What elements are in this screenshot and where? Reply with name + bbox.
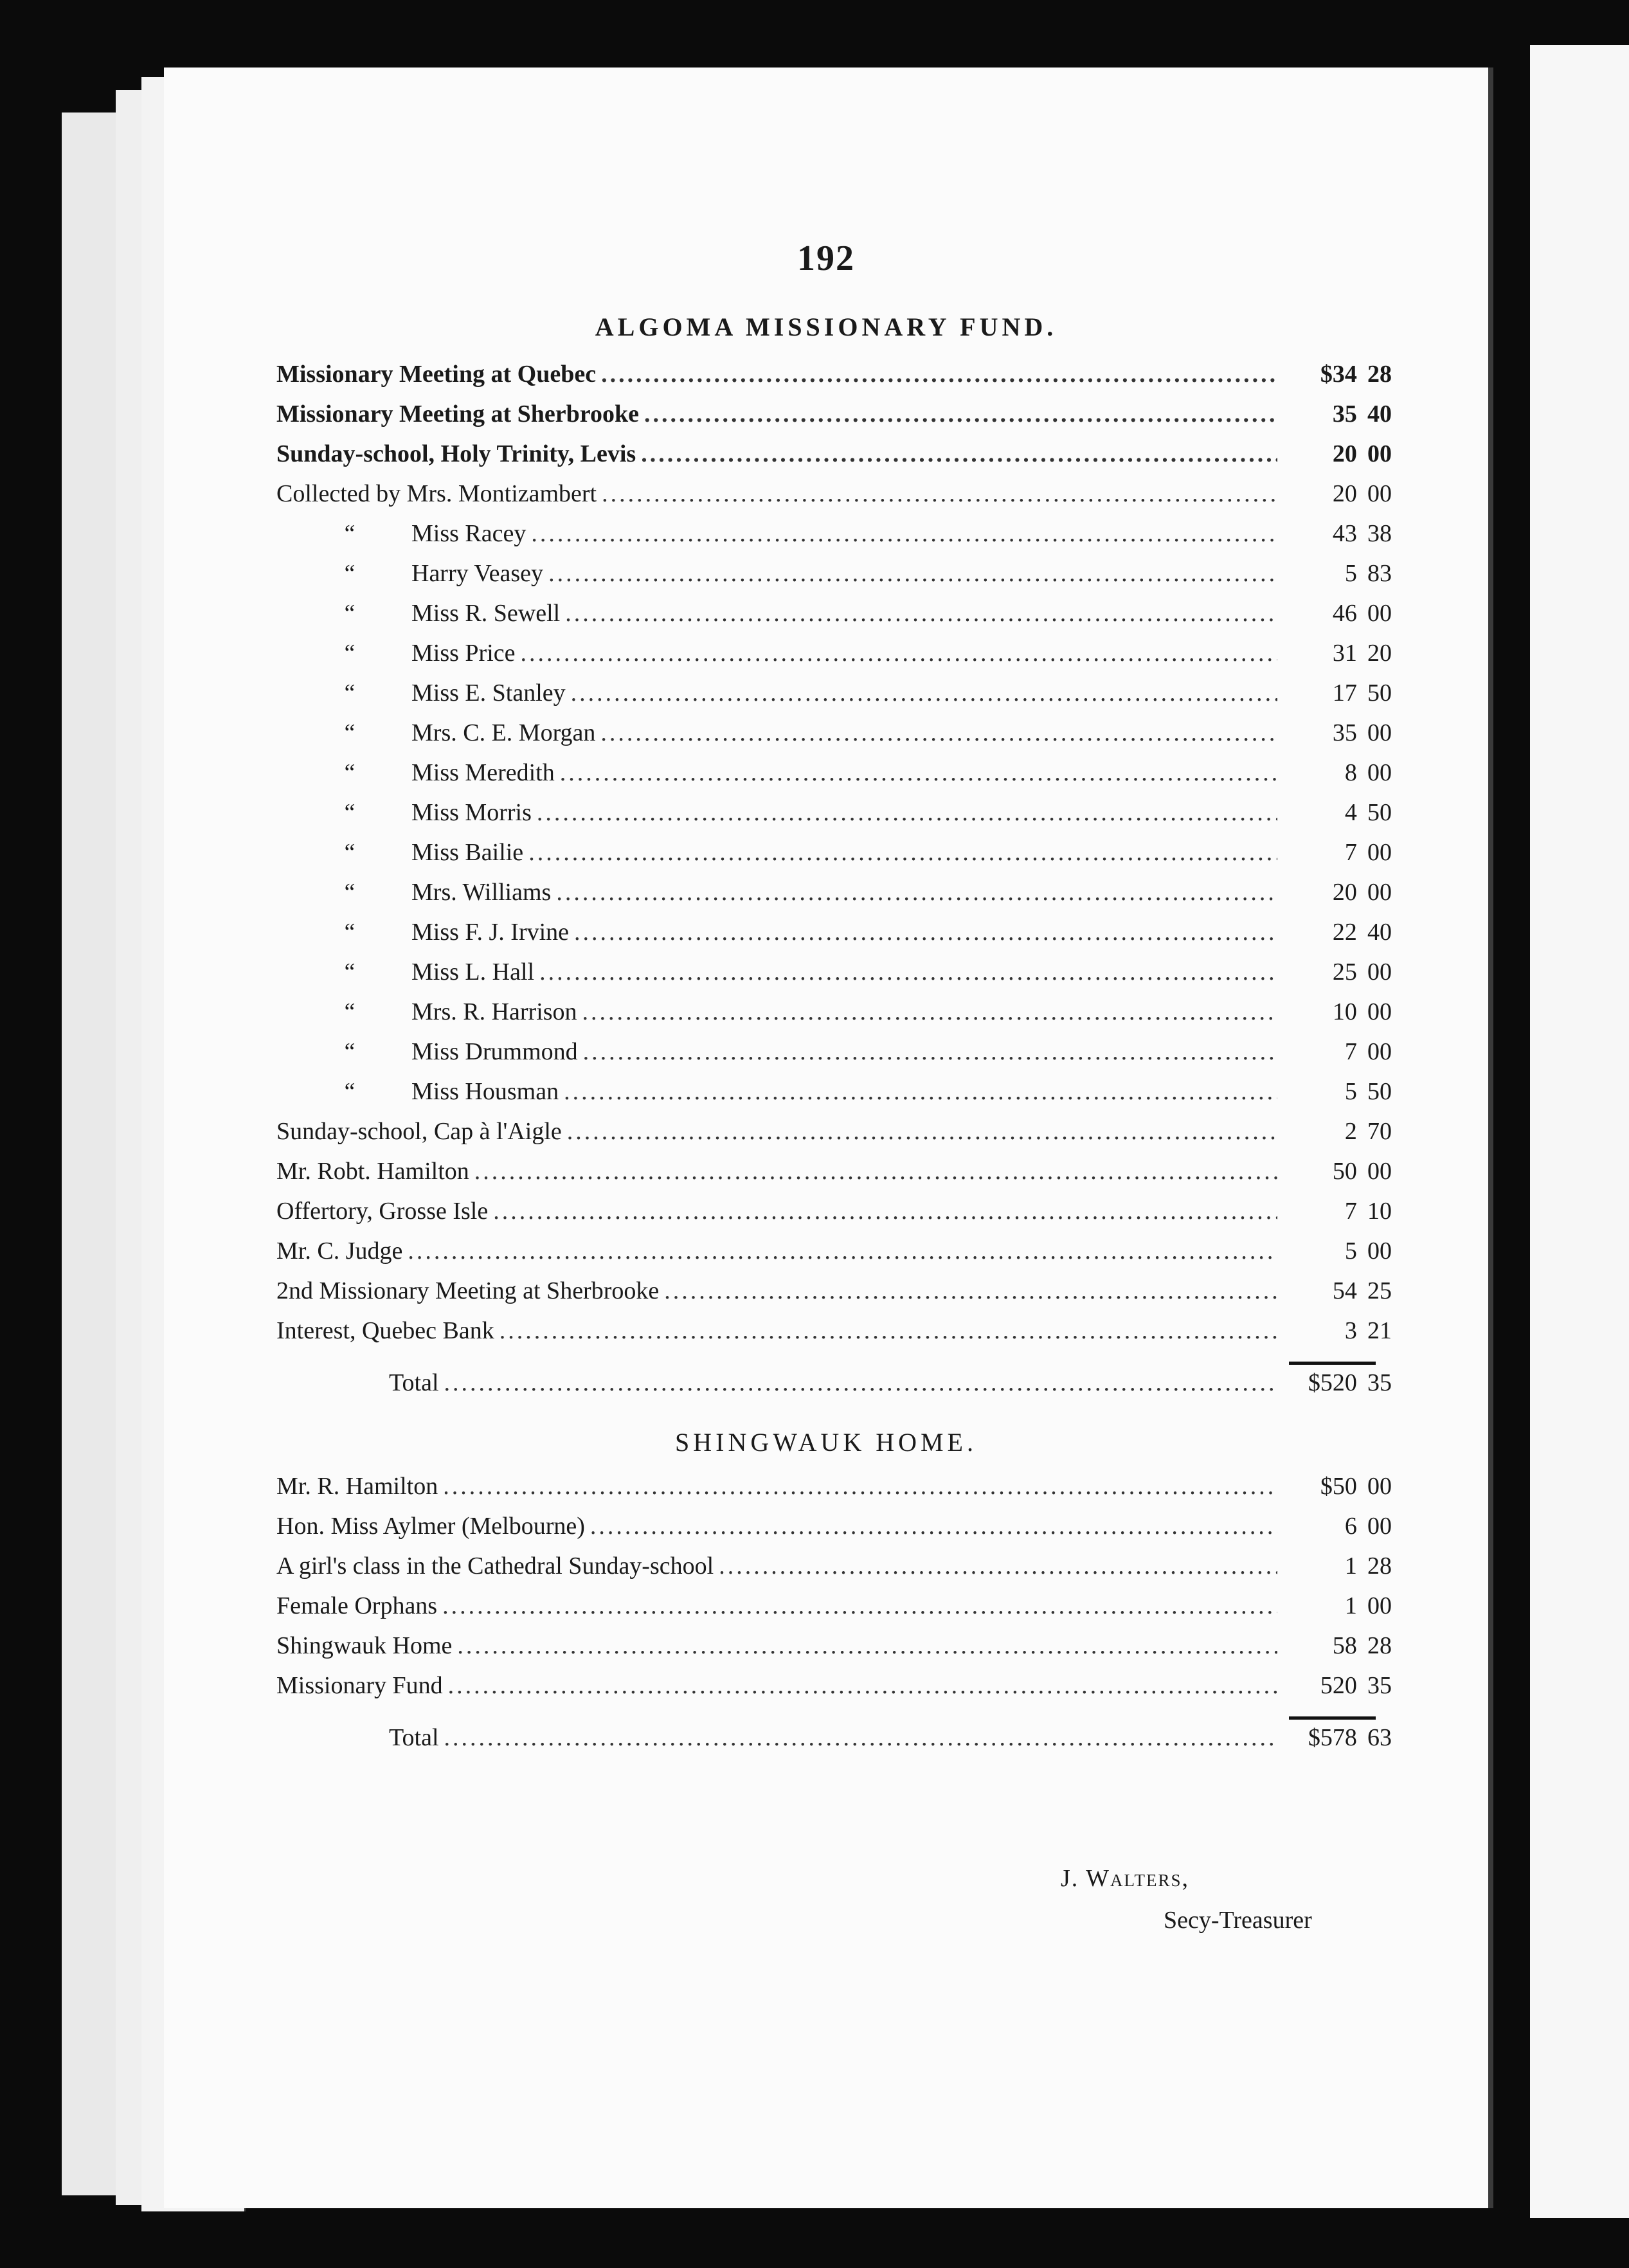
entry-label: Miss E. Stanley <box>411 680 566 706</box>
ledger-algoma <box>276 360 1392 1408</box>
entry-label: Sunday-school, Cap à l'Aigle <box>276 1118 562 1145</box>
amount-dollars: 31 <box>1332 640 1357 667</box>
ledger-row <box>276 918 1392 958</box>
dot-leader <box>560 759 1277 787</box>
amount-cents: 28 <box>1367 1632 1392 1659</box>
ledger-row <box>276 878 1392 918</box>
entry-label: Miss Bailie <box>411 839 524 866</box>
ledger-row <box>276 1671 1392 1711</box>
entry-label: Collected by Mrs. Montizambert <box>276 480 597 507</box>
amount-dollars: 6 <box>1344 1513 1357 1540</box>
ledger-row <box>276 440 1392 480</box>
entry-label: Miss R. Sewell <box>411 600 561 627</box>
entry-amount <box>1282 679 1392 707</box>
amount-cents: 40 <box>1367 919 1392 946</box>
dot-leader <box>719 1552 1277 1580</box>
ledger-row <box>276 1632 1392 1671</box>
ledger-shingwauk <box>276 1472 1392 1763</box>
amount-dollars: 3 <box>1344 1317 1357 1344</box>
amount-cents: 00 <box>1367 1238 1392 1264</box>
amount-dollars: 20 <box>1332 879 1357 906</box>
entry-amount <box>1282 1038 1392 1066</box>
ditto-mark: “ <box>341 600 356 627</box>
dot-leader <box>474 1157 1277 1185</box>
amount-dollars: 46 <box>1332 600 1357 627</box>
amount-dollars: 4 <box>1344 799 1357 826</box>
amount-cents: 50 <box>1367 680 1392 706</box>
dot-leader <box>493 1197 1277 1225</box>
entry-amount <box>1282 1592 1392 1620</box>
amount-cents: 63 <box>1367 1724 1392 1751</box>
dot-leader <box>528 838 1277 867</box>
total-label: Total <box>389 1724 439 1751</box>
entry-label: Shingwauk Home <box>276 1632 453 1659</box>
dot-leader <box>408 1237 1277 1265</box>
amount-dollars: 20 <box>1332 440 1357 467</box>
amount-cents: 00 <box>1367 759 1392 786</box>
amount-cents: 00 <box>1367 879 1392 906</box>
total-amount <box>1282 1724 1392 1752</box>
entry-label: A girl's class in the Cathedral Sunday-school <box>276 1553 714 1580</box>
entry-label: Miss Drummond <box>411 1038 578 1065</box>
ditto-mark: “ <box>341 560 356 587</box>
amount-cents: 28 <box>1367 1553 1392 1580</box>
ditto-mark: “ <box>341 520 356 547</box>
amount-dollars: 520 <box>1320 1672 1357 1699</box>
entry-amount <box>1282 1472 1392 1500</box>
entry-label: Female Orphans <box>276 1592 438 1619</box>
dot-leader <box>448 1671 1277 1700</box>
dot-leader <box>582 998 1277 1026</box>
amount-cents: 00 <box>1367 600 1392 627</box>
amount-cents: 00 <box>1367 440 1392 467</box>
entry-label: Mrs. Williams <box>411 879 552 906</box>
dot-leader <box>601 360 1277 388</box>
amount-cents: 00 <box>1367 1158 1392 1185</box>
dot-leader <box>531 519 1277 548</box>
dot-leader <box>556 878 1277 906</box>
ledger-row <box>276 639 1392 679</box>
entry-label: Mrs. R. Harrison <box>411 998 577 1025</box>
entry-amount <box>1282 519 1392 548</box>
ledger-row <box>276 1472 1392 1512</box>
entry-amount <box>1282 958 1392 986</box>
amount-dollars: 35 <box>1332 719 1357 746</box>
dot-leader <box>565 599 1277 627</box>
amount-cents: 21 <box>1367 1317 1392 1344</box>
entry-label: Miss Racey <box>411 520 526 547</box>
dot-leader <box>574 918 1277 946</box>
amount-dollars: 10 <box>1332 998 1357 1025</box>
ditto-mark: “ <box>341 1078 356 1105</box>
total-rule <box>1289 1362 1376 1365</box>
amount-cents: 00 <box>1367 1592 1392 1619</box>
ledger-row <box>276 1512 1392 1552</box>
dot-leader <box>444 1369 1277 1397</box>
ledger-row <box>276 838 1392 878</box>
ditto-mark: “ <box>341 839 356 866</box>
entry-amount <box>1282 759 1392 787</box>
ledger-row <box>276 360 1392 400</box>
entry-label: Mr. Robt. Hamilton <box>276 1158 469 1185</box>
section-title-algoma: ALGOMA MISSIONARY FUND. <box>595 312 1058 341</box>
ledger-row <box>276 519 1392 559</box>
entry-amount <box>1282 639 1392 667</box>
dot-leader <box>500 1317 1277 1345</box>
entry-label: Missionary Meeting at Sherbrooke <box>276 401 639 428</box>
amount-dollars: 50 <box>1332 1158 1357 1185</box>
amount-dollars: 1 <box>1344 1592 1357 1619</box>
total-label: Total <box>389 1369 439 1396</box>
amount-dollars: 5 <box>1344 560 1357 587</box>
entry-amount <box>1282 1317 1392 1345</box>
ledger-row <box>276 759 1392 798</box>
ledger-row <box>276 1038 1392 1077</box>
dot-leader <box>664 1277 1277 1305</box>
entry-amount <box>1282 1512 1392 1540</box>
entry-amount <box>1282 1157 1392 1185</box>
entry-label: Miss Price <box>411 640 516 667</box>
entry-label: Miss Housman <box>411 1078 559 1105</box>
amount-dollars: $34 <box>1320 361 1357 388</box>
entry-amount <box>1282 1552 1392 1580</box>
ledger-row <box>276 1077 1392 1117</box>
amount-dollars: 22 <box>1332 919 1357 946</box>
ditto-mark: “ <box>341 919 356 946</box>
amount-cents: 40 <box>1367 401 1392 428</box>
ledger-row <box>276 559 1392 599</box>
dot-leader <box>571 679 1277 707</box>
amount-cents: 00 <box>1367 839 1392 866</box>
amount-cents: 38 <box>1367 520 1392 547</box>
ledger-row <box>276 679 1392 719</box>
entry-amount <box>1282 599 1392 627</box>
entry-amount <box>1282 838 1392 867</box>
entry-amount <box>1282 1277 1392 1305</box>
entry-label: Offertory, Grosse Isle <box>276 1198 489 1225</box>
entry-label: Miss L. Hall <box>411 959 535 986</box>
amount-dollars: 5 <box>1344 1238 1357 1264</box>
entry-amount <box>1282 998 1392 1026</box>
amount-cents: 28 <box>1367 361 1392 388</box>
entry-label: Miss Meredith <box>411 759 555 786</box>
entry-amount <box>1282 918 1392 946</box>
entry-amount <box>1282 1197 1392 1225</box>
entry-amount <box>1282 559 1392 588</box>
entry-amount <box>1282 1077 1392 1106</box>
amount-dollars: 17 <box>1332 680 1357 706</box>
total-amount <box>1282 1369 1392 1397</box>
amount-dollars: 43 <box>1332 520 1357 547</box>
dot-leader <box>600 719 1277 747</box>
amount-dollars: $50 <box>1320 1473 1357 1500</box>
amount-cents: 00 <box>1367 1513 1392 1540</box>
amount-dollars: 7 <box>1344 1198 1357 1225</box>
ledger-row <box>276 1552 1392 1592</box>
entry-label: Sunday-school, Holy Trinity, Levis <box>276 440 636 467</box>
total-row <box>276 1724 1392 1763</box>
dot-leader <box>548 559 1277 588</box>
entry-amount <box>1282 480 1392 508</box>
entry-amount <box>1282 1237 1392 1265</box>
amount-dollars: $578 <box>1308 1724 1357 1751</box>
ledger-row <box>276 719 1392 759</box>
amount-dollars: 54 <box>1332 1277 1357 1304</box>
ledger-row <box>276 958 1392 998</box>
dot-leader <box>602 480 1277 508</box>
entry-amount <box>1282 798 1392 827</box>
entry-amount <box>1282 719 1392 747</box>
ledger-row <box>276 1197 1392 1237</box>
dot-leader <box>590 1512 1277 1540</box>
dot-leader <box>521 639 1278 667</box>
dot-leader <box>444 1724 1277 1752</box>
amount-dollars: 58 <box>1332 1632 1357 1659</box>
amount-cents: 50 <box>1367 799 1392 826</box>
amount-cents: 10 <box>1367 1198 1392 1225</box>
amount-cents: 00 <box>1367 719 1392 746</box>
signature-name: J. Walters, <box>1061 1865 1189 1892</box>
dot-leader <box>583 1038 1277 1066</box>
amount-dollars: 2 <box>1344 1118 1357 1145</box>
ditto-mark: “ <box>341 1038 356 1065</box>
ditto-mark: “ <box>341 879 356 906</box>
amount-dollars: 7 <box>1344 839 1357 866</box>
amount-cents: 25 <box>1367 1277 1392 1304</box>
dot-leader <box>537 798 1277 827</box>
amount-cents: 00 <box>1367 1473 1392 1500</box>
amount-cents: 35 <box>1367 1369 1392 1396</box>
ledger-row <box>276 998 1392 1038</box>
entry-label: Mrs. C. E. Morgan <box>411 719 596 746</box>
dot-leader <box>442 1592 1277 1620</box>
ledger-row <box>276 599 1392 639</box>
amount-dollars: 1 <box>1344 1553 1357 1580</box>
ledger-row <box>276 480 1392 519</box>
dot-leader <box>457 1632 1277 1660</box>
amount-cents: 00 <box>1367 480 1392 507</box>
amount-dollars: 20 <box>1332 480 1357 507</box>
total-row <box>276 1369 1392 1408</box>
entry-amount <box>1282 878 1392 906</box>
amount-dollars: $520 <box>1308 1369 1357 1396</box>
dot-leader <box>539 958 1277 986</box>
amount-dollars: 5 <box>1344 1078 1357 1105</box>
book-page <box>164 68 1493 2208</box>
amount-cents: 83 <box>1367 560 1392 587</box>
ditto-mark: “ <box>341 998 356 1025</box>
amount-cents: 00 <box>1367 1038 1392 1065</box>
ledger-row <box>276 400 1392 440</box>
entry-label: Harry Veasey <box>411 560 544 587</box>
ledger-row <box>276 798 1392 838</box>
amount-dollars: 35 <box>1332 401 1357 428</box>
entry-label: Hon. Miss Aylmer (Melbourne) <box>276 1513 585 1540</box>
amount-dollars: 7 <box>1344 1038 1357 1065</box>
ledger-row <box>276 1277 1392 1317</box>
ledger-row <box>276 1237 1392 1277</box>
section-title-shingwauk: SHINGWAUK HOME. <box>675 1428 977 1457</box>
ditto-mark: “ <box>341 640 356 667</box>
entry-label: Miss F. J. Irvine <box>411 919 570 946</box>
facing-page-edge <box>1530 45 1629 2218</box>
amount-cents: 35 <box>1367 1672 1392 1699</box>
total-rule <box>1289 1716 1376 1720</box>
dot-leader <box>644 400 1277 428</box>
ledger-row <box>276 1592 1392 1632</box>
amount-dollars: 8 <box>1344 759 1357 786</box>
page-number: 192 <box>797 239 855 278</box>
amount-cents: 00 <box>1367 959 1392 986</box>
ledger-row <box>276 1117 1392 1157</box>
entry-amount <box>1282 1117 1392 1146</box>
amount-cents: 20 <box>1367 640 1392 667</box>
entry-amount <box>1282 400 1392 428</box>
entry-label: Missionary Meeting at Quebec <box>276 361 597 388</box>
amount-cents: 50 <box>1367 1078 1392 1105</box>
signature-title: Secy-Treasurer <box>1164 1907 1312 1934</box>
ditto-mark: “ <box>341 719 356 746</box>
entry-label: Mr. C. Judge <box>276 1238 403 1264</box>
amount-cents: 00 <box>1367 998 1392 1025</box>
entry-label: Miss Morris <box>411 799 532 826</box>
ditto-mark: “ <box>341 959 356 986</box>
entry-label: Mr. R. Hamilton <box>276 1473 438 1500</box>
ditto-mark: “ <box>341 680 356 706</box>
amount-cents: 70 <box>1367 1118 1392 1145</box>
entry-label: 2nd Missionary Meeting at Sherbrooke <box>276 1277 660 1304</box>
ledger-row <box>276 1157 1392 1197</box>
entry-amount <box>1282 440 1392 468</box>
ditto-mark: “ <box>341 799 356 826</box>
dot-leader <box>567 1117 1277 1146</box>
entry-label: Interest, Quebec Bank <box>276 1317 494 1344</box>
ledger-row <box>276 1317 1392 1356</box>
entry-amount <box>1282 1671 1392 1700</box>
ditto-mark: “ <box>341 759 356 786</box>
dot-leader <box>641 440 1277 468</box>
entry-label: Missionary Fund <box>276 1672 443 1699</box>
dot-leader <box>564 1077 1277 1106</box>
entry-amount <box>1282 1632 1392 1660</box>
dot-leader <box>443 1472 1277 1500</box>
entry-amount <box>1282 360 1392 388</box>
amount-dollars: 25 <box>1332 959 1357 986</box>
